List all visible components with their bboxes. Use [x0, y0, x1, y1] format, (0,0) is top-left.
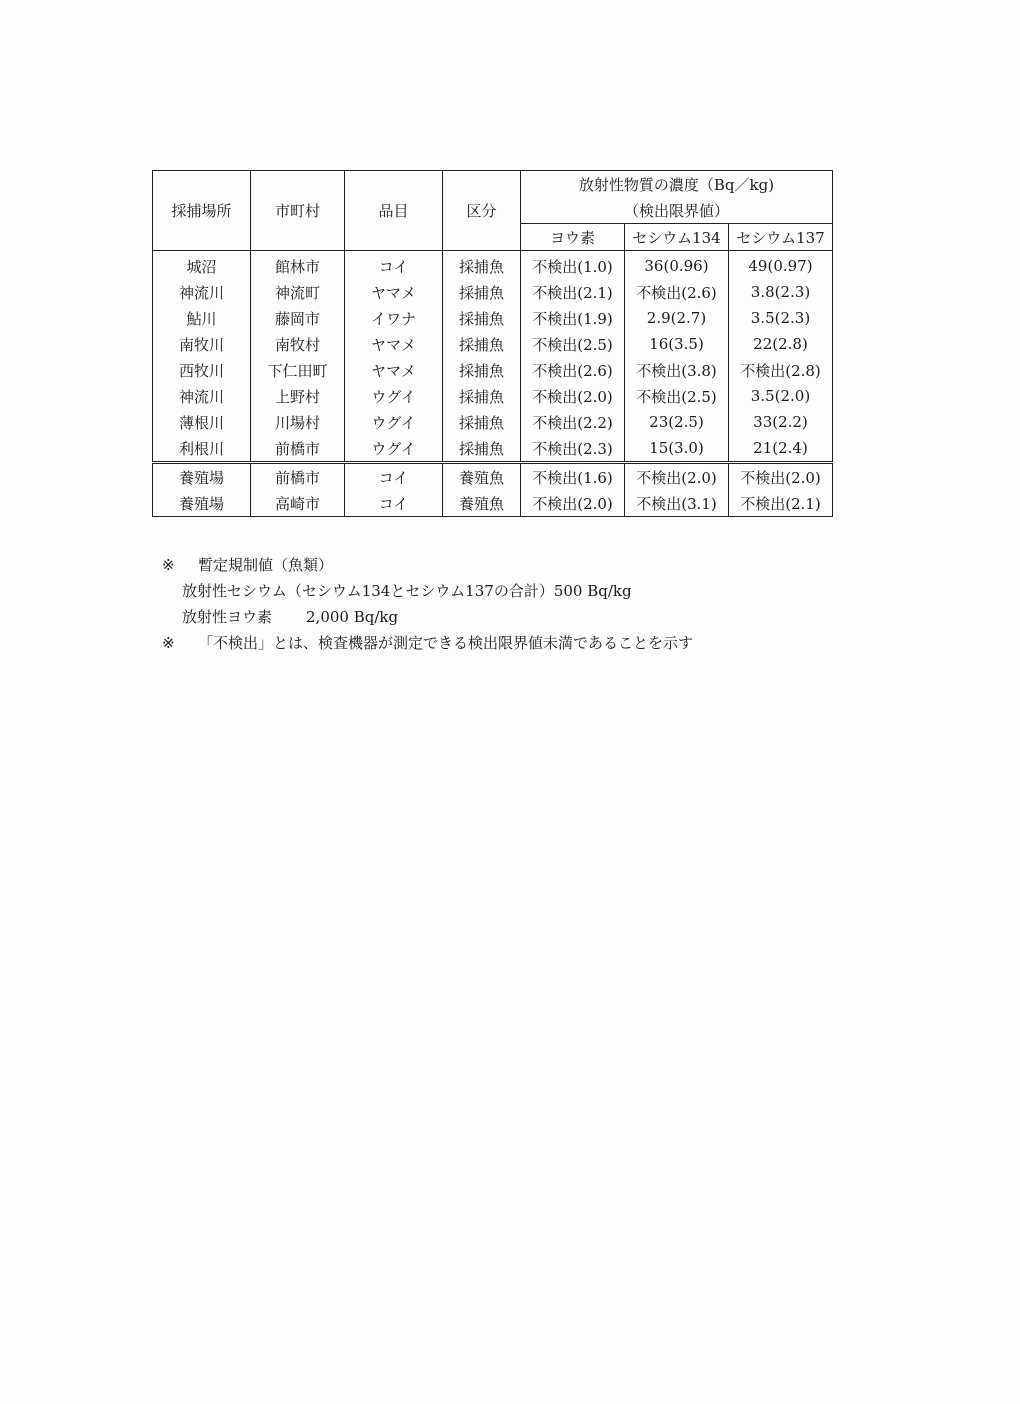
cell-municipality: 前橋市 [251, 435, 345, 463]
cell-item: コイ [345, 251, 443, 280]
table-row [153, 251, 833, 280]
table-row [153, 305, 833, 331]
cell-cs134: 36(0.96) [625, 251, 729, 280]
table-header [153, 171, 833, 251]
cell-category: 養殖魚 [443, 463, 521, 491]
table-row [153, 463, 833, 491]
cell-category: 採捕魚 [443, 279, 521, 305]
cell-cs137: 不検出(2.0) [729, 463, 833, 491]
header-cs137: セシウム137 [729, 224, 833, 251]
cell-iodine: 不検出(2.5) [521, 331, 625, 357]
cell-iodine: 不検出(2.1) [521, 279, 625, 305]
cell-municipality: 館林市 [251, 251, 345, 280]
header-municipality: 市町村 [251, 171, 345, 251]
cell-cs134: 不検出(2.5) [625, 383, 729, 409]
radioactivity-table [152, 170, 833, 517]
cell-iodine: 不検出(2.0) [521, 490, 625, 517]
cell-cs137: 33(2.2) [729, 409, 833, 435]
cell-location: 利根川 [153, 435, 251, 463]
cell-iodine: 不検出(2.6) [521, 357, 625, 383]
cell-category: 採捕魚 [443, 251, 521, 280]
cell-cs134: 16(3.5) [625, 331, 729, 357]
cesium-limit: 放射性セシウム（セシウム134とセシウム137の合計）500 Bq/kg [182, 582, 632, 600]
iodine-value: 2,000 Bq/kg [306, 608, 399, 626]
cell-iodine: 不検出(1.6) [521, 463, 625, 491]
table-row [153, 409, 833, 435]
cell-municipality: 神流町 [251, 279, 345, 305]
cell-item: ウグイ [345, 435, 443, 463]
header-detection-limit: （検出限界値） [521, 197, 833, 224]
header-concentration: 放射性物質の濃度（Bq／kg) [521, 171, 833, 198]
cell-municipality: 川場村 [251, 409, 345, 435]
cell-category: 採捕魚 [443, 305, 521, 331]
cell-item: ウグイ [345, 409, 443, 435]
cell-cs137: 不検出(2.1) [729, 490, 833, 517]
cell-category: 採捕魚 [443, 357, 521, 383]
cell-location: 養殖場 [153, 490, 251, 517]
cell-location: 養殖場 [153, 463, 251, 491]
cell-cs137: 21(2.4) [729, 435, 833, 463]
cell-cs137: 3.8(2.3) [729, 279, 833, 305]
cell-cs134: 15(3.0) [625, 435, 729, 463]
cell-category: 養殖魚 [443, 490, 521, 517]
cell-cs137: 不検出(2.8) [729, 357, 833, 383]
cell-item: イワナ [345, 305, 443, 331]
cell-cs137: 49(0.97) [729, 251, 833, 280]
table-row [153, 383, 833, 409]
header-cs134: セシウム134 [625, 224, 729, 251]
cell-item: ヤマメ [345, 331, 443, 357]
notes-section [162, 552, 693, 656]
wild-fish-rows [153, 251, 833, 463]
cell-cs137: 3.5(2.0) [729, 383, 833, 409]
undetected-note: 「不検出」とは、検査機器が測定できる検出限界値未満であることを示す [198, 634, 694, 652]
cell-item: ウグイ [345, 383, 443, 409]
cell-cs134: 不検出(3.1) [625, 490, 729, 517]
cell-category: 採捕魚 [443, 383, 521, 409]
cell-category: 採捕魚 [443, 435, 521, 463]
cell-municipality: 高崎市 [251, 490, 345, 517]
cell-cs134: 2.9(2.7) [625, 305, 729, 331]
cell-item: コイ [345, 490, 443, 517]
farmed-fish-rows [153, 463, 833, 517]
table-row [153, 435, 833, 463]
cell-location: 神流川 [153, 279, 251, 305]
cell-municipality: 下仁田町 [251, 357, 345, 383]
iodine-limit [162, 604, 693, 630]
cell-item: コイ [345, 463, 443, 491]
cell-location: 南牧川 [153, 331, 251, 357]
cell-municipality: 前橋市 [251, 463, 345, 491]
cell-location: 城沼 [153, 251, 251, 280]
cell-category: 採捕魚 [443, 331, 521, 357]
cell-location: 神流川 [153, 383, 251, 409]
table-row [153, 490, 833, 517]
header-category: 区分 [443, 171, 521, 251]
cell-location: 鮎川 [153, 305, 251, 331]
cell-iodine: 不検出(1.9) [521, 305, 625, 331]
cell-cs137: 22(2.8) [729, 331, 833, 357]
header-item: 品目 [345, 171, 443, 251]
note-mark: ※ [162, 634, 175, 652]
cell-cs137: 3.5(2.3) [729, 305, 833, 331]
cell-cs134: 23(2.5) [625, 409, 729, 435]
header-location: 採捕場所 [153, 171, 251, 251]
table-row [153, 331, 833, 357]
cell-iodine: 不検出(2.2) [521, 409, 625, 435]
header-iodine: ヨウ素 [521, 224, 625, 251]
table-row [153, 279, 833, 305]
regulation-title: 暫定規制値（魚類） [198, 556, 334, 574]
cell-cs134: 不検出(2.6) [625, 279, 729, 305]
cell-location: 西牧川 [153, 357, 251, 383]
undetected-heading [162, 630, 693, 656]
cell-iodine: 不検出(1.0) [521, 251, 625, 280]
cell-category: 採捕魚 [443, 409, 521, 435]
iodine-label: 放射性ヨウ素 [182, 608, 273, 626]
regulation-heading [162, 552, 693, 578]
cell-municipality: 南牧村 [251, 331, 345, 357]
cell-municipality: 上野村 [251, 383, 345, 409]
note-mark: ※ [162, 556, 175, 574]
table-row [153, 357, 833, 383]
cell-iodine: 不検出(2.0) [521, 383, 625, 409]
cell-item: ヤマメ [345, 357, 443, 383]
cell-cs134: 不検出(3.8) [625, 357, 729, 383]
cell-item: ヤマメ [345, 279, 443, 305]
cell-municipality: 藤岡市 [251, 305, 345, 331]
cell-location: 薄根川 [153, 409, 251, 435]
cell-iodine: 不検出(2.3) [521, 435, 625, 463]
cell-cs134: 不検出(2.0) [625, 463, 729, 491]
